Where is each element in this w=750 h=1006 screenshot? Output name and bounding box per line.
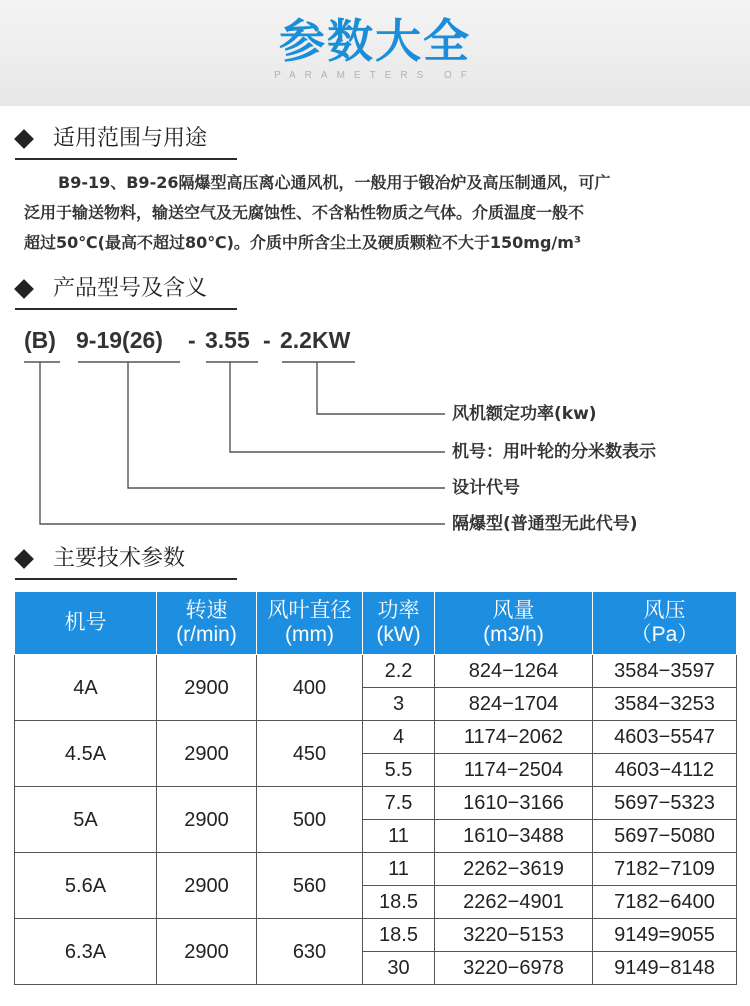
header-text: 转速 — [185, 599, 228, 622]
table-header-row — [15, 592, 737, 655]
cell-power: 30 — [363, 952, 435, 985]
header-text: 风量 — [492, 599, 535, 622]
meaning-explosion-proof: 隔爆型(普通型无此代号) — [452, 514, 638, 534]
section-heading-params — [15, 542, 237, 580]
header-text: 风压 — [643, 599, 686, 622]
model-code-prefix: (B) — [24, 327, 56, 353]
diamond-bullet-icon — [14, 549, 34, 569]
cell-speed: 2900 — [157, 853, 257, 919]
cell-power: 18.5 — [363, 919, 435, 952]
cell-pressure: 3584−3597 — [593, 655, 737, 688]
model-code-number: 3.55 — [205, 327, 250, 353]
cell-power: 5.5 — [363, 754, 435, 787]
cell-pressure: 9149=9055 — [593, 919, 737, 952]
cell-pressure: 4603−4112 — [593, 754, 737, 787]
cell-diameter: 560 — [257, 853, 363, 919]
table-row — [15, 787, 737, 820]
meaning-design: 设计代号 — [452, 478, 520, 498]
section-heading-text: 产品型号及含义 — [53, 276, 208, 301]
leader-design — [128, 362, 445, 488]
cell-airflow: 824−1704 — [435, 688, 593, 721]
spec-table — [14, 592, 737, 985]
page-title: 参数大全 — [279, 14, 471, 68]
section-heading-text: 主要技术参数 — [53, 546, 186, 571]
section-heading-text: 适用范围与用途 — [53, 126, 208, 151]
header-power — [363, 592, 435, 655]
cell-airflow: 3220−6978 — [435, 952, 593, 985]
table-row — [15, 721, 737, 754]
cell-pressure: 5697−5080 — [593, 820, 737, 853]
header-text: (r/min) — [176, 623, 237, 646]
cell-power: 3 — [363, 688, 435, 721]
cell-airflow: 1174−2062 — [435, 721, 593, 754]
cell-machine-no: 5.6A — [15, 853, 157, 919]
header-pressure — [593, 592, 737, 655]
usage-line: 超过50℃(最高不超过80℃)。介质中所含尘土及硬质颗粒不大于150mg/m³ — [24, 233, 581, 252]
cell-airflow: 2262−3619 — [435, 853, 593, 886]
cell-pressure: 5697−5323 — [593, 787, 737, 820]
header-diameter — [257, 592, 363, 655]
model-code-separator: - — [188, 327, 196, 353]
cell-airflow: 824−1264 — [435, 655, 593, 688]
header-text: 功率 — [377, 599, 420, 622]
cell-power: 7.5 — [363, 787, 435, 820]
table-row — [15, 655, 737, 688]
model-code-separator: - — [263, 327, 271, 353]
cell-airflow: 2262−4901 — [435, 886, 593, 919]
meaning-power: 风机额定功率(kw) — [452, 404, 597, 424]
table-row — [15, 853, 737, 886]
cell-machine-no: 4A — [15, 655, 157, 721]
model-code-power: 2.2KW — [280, 327, 351, 353]
cell-power: 11 — [363, 853, 435, 886]
table-row — [15, 919, 737, 952]
cell-power: 2.2 — [363, 655, 435, 688]
cell-diameter: 630 — [257, 919, 363, 985]
header-text: 机号 — [64, 611, 107, 634]
header-machine-no — [15, 592, 157, 655]
leader-prefix — [40, 362, 445, 524]
header-text: (kW) — [376, 623, 421, 646]
cell-pressure: 4603−5547 — [593, 721, 737, 754]
cell-machine-no: 4.5A — [15, 721, 157, 787]
meaning-number: 机号：用叶轮的分米数表示 — [452, 442, 656, 462]
cell-power: 18.5 — [363, 886, 435, 919]
cell-diameter: 450 — [257, 721, 363, 787]
cell-speed: 2900 — [157, 721, 257, 787]
header-text: （Pa） — [630, 623, 699, 646]
cell-pressure: 3584−3253 — [593, 688, 737, 721]
cell-speed: 2900 — [157, 787, 257, 853]
cell-pressure: 7182−7109 — [593, 853, 737, 886]
cell-pressure: 7182−6400 — [593, 886, 737, 919]
cell-speed: 2900 — [157, 919, 257, 985]
cell-airflow: 1610−3166 — [435, 787, 593, 820]
cell-diameter: 500 — [257, 787, 363, 853]
cell-pressure: 9149−8148 — [593, 952, 737, 985]
cell-speed: 2900 — [157, 655, 257, 721]
usage-line: 泛用于输送物料，输送空气及无腐蚀性、不含粘性物质之气体。介质温度一般不 — [24, 203, 585, 222]
cell-airflow: 1610−3488 — [435, 820, 593, 853]
header-speed — [157, 592, 257, 655]
header-text: (mm) — [285, 623, 334, 646]
cell-airflow: 1174−2504 — [435, 754, 593, 787]
header-text: (m3/h) — [483, 623, 544, 646]
cell-machine-no: 5A — [15, 787, 157, 853]
table-body — [15, 655, 737, 985]
header-airflow — [435, 592, 593, 655]
usage-line: B9-19、B9-26隔爆型高压离心通风机，一般用于锻冶炉及高压制通风，可广 — [58, 173, 611, 192]
cell-power: 11 — [363, 820, 435, 853]
cell-machine-no: 6.3A — [15, 919, 157, 985]
cell-power: 4 — [363, 721, 435, 754]
leader-number — [230, 362, 445, 452]
header-text: 风叶直径 — [267, 599, 352, 622]
leader-power — [317, 362, 445, 414]
model-code-design: 9-19(26) — [76, 327, 163, 353]
cell-diameter: 400 — [257, 655, 363, 721]
cell-airflow: 3220−5153 — [435, 919, 593, 952]
page-subtitle: PARAMETERS OF — [274, 70, 476, 81]
